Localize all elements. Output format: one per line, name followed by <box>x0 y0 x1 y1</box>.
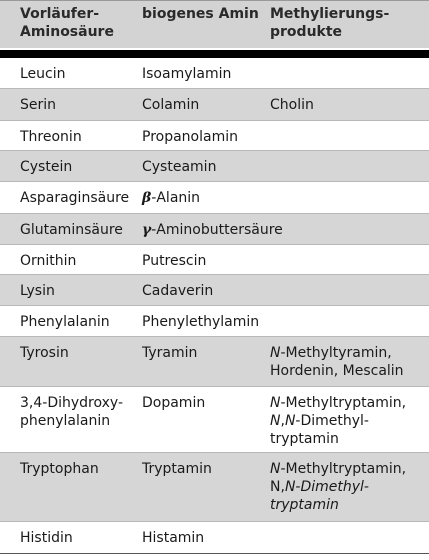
methylation-line <box>270 412 406 430</box>
table-row <box>0 214 429 245</box>
table-row <box>0 151 429 182</box>
amine-cell: Cadaverin <box>142 283 214 299</box>
amine-cell: Phenylethylamin <box>142 314 260 330</box>
precursor-cell: Serin <box>20 97 57 113</box>
italic-n: N <box>284 413 296 429</box>
amine-cell: Histamin <box>142 530 205 546</box>
precursor-cell: Tyrosin <box>20 345 69 361</box>
precursor-cell: Leucin <box>20 66 66 82</box>
amine-cell: Cysteamin <box>142 159 217 175</box>
methylation-cell: Cholin <box>270 97 314 113</box>
header-biogenic-amine: biogenes Amin <box>142 6 259 22</box>
amine-text: -Aminobuttersäure <box>151 222 283 238</box>
table-row <box>0 245 429 275</box>
table-row <box>0 182 429 214</box>
amine-cell <box>142 189 200 207</box>
methylation-line: tryptamin <box>270 431 339 447</box>
amine-text: -Alanin <box>151 190 201 206</box>
amine-cell: Propanolamin <box>142 129 238 145</box>
amine-cell: Colamin <box>142 97 200 113</box>
amine-cell: Tyramin <box>142 345 198 361</box>
methylation-line <box>270 394 406 412</box>
methylation-text-italic: N-Dimethyl- <box>284 479 369 495</box>
table-header <box>0 0 429 48</box>
precursor-cell: Threonin <box>20 129 82 145</box>
greek-letter: β <box>142 190 152 206</box>
methylation-text: N, <box>270 479 285 495</box>
italic-n: N <box>270 345 281 361</box>
methylation-text: -Methyltyramin, <box>280 345 392 361</box>
methylation-cell <box>270 344 404 380</box>
table-row <box>0 275 429 306</box>
methylation-text: -Methyltryptamin, <box>280 461 407 477</box>
methylation-cell <box>270 394 406 448</box>
precursor-cell: Lysin <box>20 283 55 299</box>
amine-cell: Putrescin <box>142 253 207 269</box>
precursor-cell: Cystein <box>20 159 73 175</box>
header-rule <box>0 50 429 58</box>
precursor-cell: Glutaminsäure <box>20 222 123 238</box>
precursor-cell: Asparaginsäure <box>20 190 130 206</box>
methylation-text: -Methyltryptamin, <box>280 395 407 411</box>
methylation-line <box>270 478 406 496</box>
precursor-cell: 3,4-Dihydroxy- phenylalanin <box>20 395 123 429</box>
table-row <box>0 522 429 554</box>
header-methylation-products: Methylierungs- produkte <box>270 6 390 40</box>
table-row <box>0 58 429 89</box>
greek-letter: γ <box>142 222 152 238</box>
table-row <box>0 121 429 151</box>
methylation-line <box>270 460 406 478</box>
amine-cell <box>142 221 283 239</box>
table-row <box>0 89 429 121</box>
precursor-cell: Histidin <box>20 530 73 546</box>
italic-n: N <box>270 461 281 477</box>
table-row <box>0 337 429 387</box>
amine-cell: Dopamin <box>142 395 206 411</box>
italic-n: N <box>270 395 281 411</box>
methylation-cell <box>270 460 406 514</box>
header-precursor: Vorläufer- Aminosäure <box>20 6 114 40</box>
precursor-cell: Tryptophan <box>20 461 99 477</box>
methylation-line <box>270 344 404 362</box>
methylation-line: Hordenin, Mescalin <box>270 363 404 379</box>
table-row <box>0 387 429 453</box>
precursor-cell: Phenylalanin <box>20 314 110 330</box>
italic-n: N <box>270 413 281 429</box>
methylation-text: -Dimethyl- <box>295 413 369 429</box>
amine-cell: Tryptamin <box>142 461 212 477</box>
methylation-line: tryptamin <box>270 497 339 513</box>
table-row <box>0 453 429 522</box>
table-row <box>0 306 429 337</box>
methylation-text: , <box>280 413 285 429</box>
amine-cell: Isoamylamin <box>142 66 232 82</box>
precursor-cell: Ornithin <box>20 253 77 269</box>
